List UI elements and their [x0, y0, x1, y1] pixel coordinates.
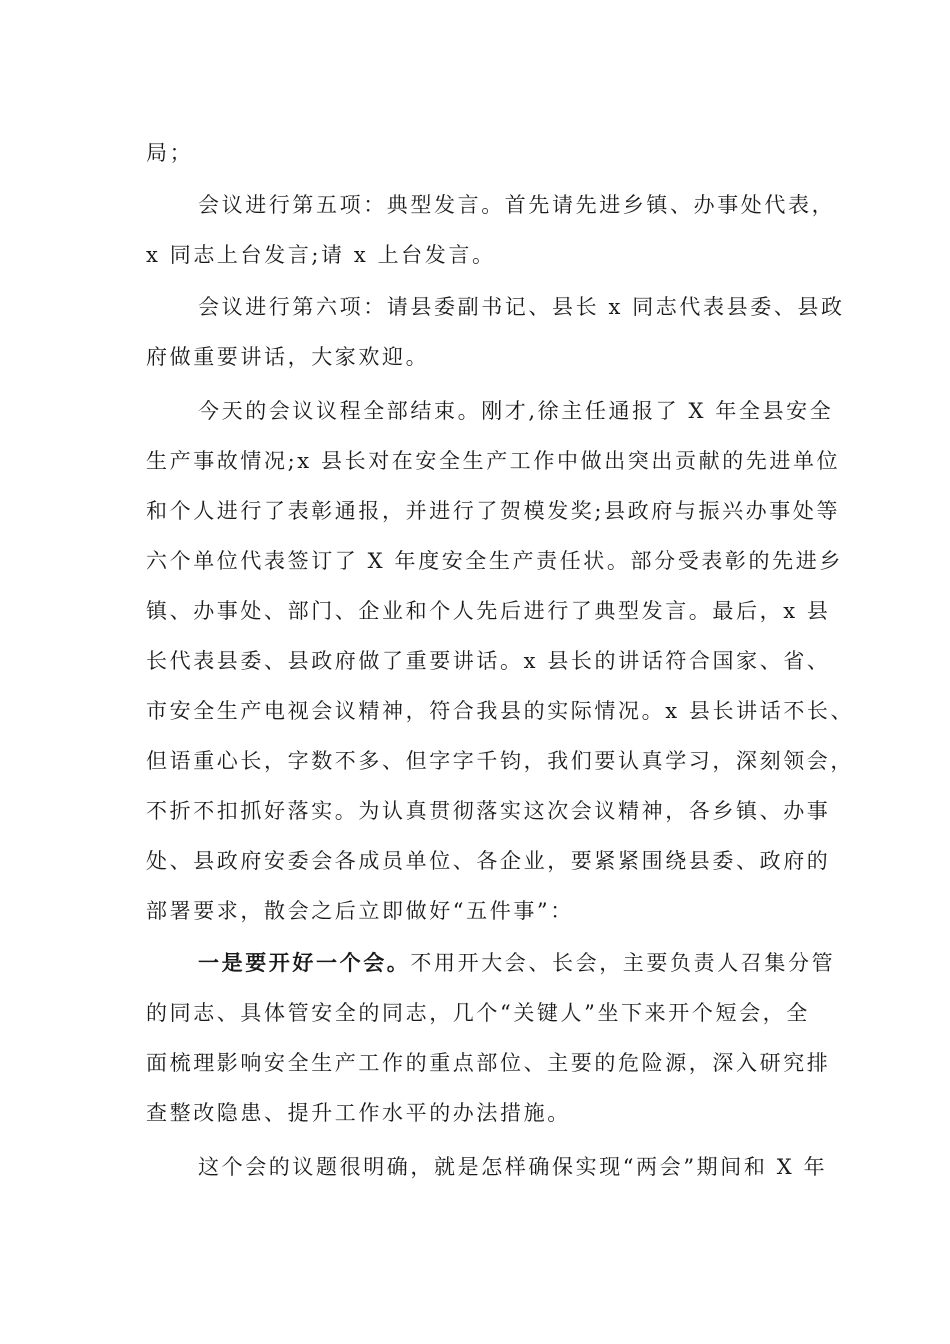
text-line: 和个人进行了表彰通报，并进行了贺模发奖;县政府与振兴办事处等 — [146, 499, 841, 523]
text-line: 的同志、具体管安全的同志，几个“关键人”坐下来开个短会，全 — [146, 1001, 810, 1025]
text-line: 查整改隐患、提升工作水平的办法措施。 — [146, 1101, 571, 1125]
text-line: 部署要求，散会之后立即做好“五件事”： — [146, 899, 574, 923]
text-line: 但语重心长，字数不多、但字字千钧，我们要认真学习，深刻领会， — [146, 749, 854, 773]
text-line: 六个单位代表签订了 X 年度安全生产责任状。部分受表彰的先进乡 — [146, 549, 843, 573]
text-line: 今天的会议议程全部结束。刚才,徐主任通报了 X 年全县安全 — [198, 399, 834, 423]
text-line: 会议进行第五项：典型发言。首先请先进乡镇、办事处代表， — [198, 193, 836, 217]
text-line: 局； — [146, 141, 194, 165]
text-line: 府做重要讲话，大家欢迎。 — [146, 345, 430, 369]
paragraph-first-line — [198, 948, 836, 978]
text-line: 镇、办事处、部门、企业和个人先后进行了典型发言。最后，x 县 — [146, 599, 831, 623]
text-line: 生产事故情况;x 县长对在安全生产工作中做出突出贡献的先进单位 — [146, 449, 841, 473]
text-line: x 同志上台发言;请 x 上台发言。 — [146, 243, 496, 267]
text-span: 不用开大会、长会，主要负责人召集分管 — [410, 951, 836, 975]
text-line: 市安全生产电视会议精神，符合我县的实际情况。x 县长讲话不长、 — [146, 699, 855, 723]
text-line: 处、县政府安委会各成员单位、各企业，要紧紧围绕县委、政府的 — [146, 849, 831, 873]
text-line: 这个会的议题很明确，就是怎样确保实现“两会”期间和 X 年 — [198, 1155, 828, 1179]
text-line: 会议进行第六项：请县委副书记、县长 x 同志代表县委、县政 — [198, 295, 845, 319]
text-line: 不折不扣抓好落实。为认真贯彻落实这次会议精神，各乡镇、办事 — [146, 799, 831, 823]
text-line: 面梳理影响安全生产工作的重点部位、主要的危险源，深入研究排 — [146, 1051, 831, 1075]
bold-heading: 一是要开好一个会。 — [198, 950, 411, 975]
text-line: 长代表县委、县政府做了重要讲话。x 县长的讲话符合国家、省、 — [146, 649, 831, 673]
